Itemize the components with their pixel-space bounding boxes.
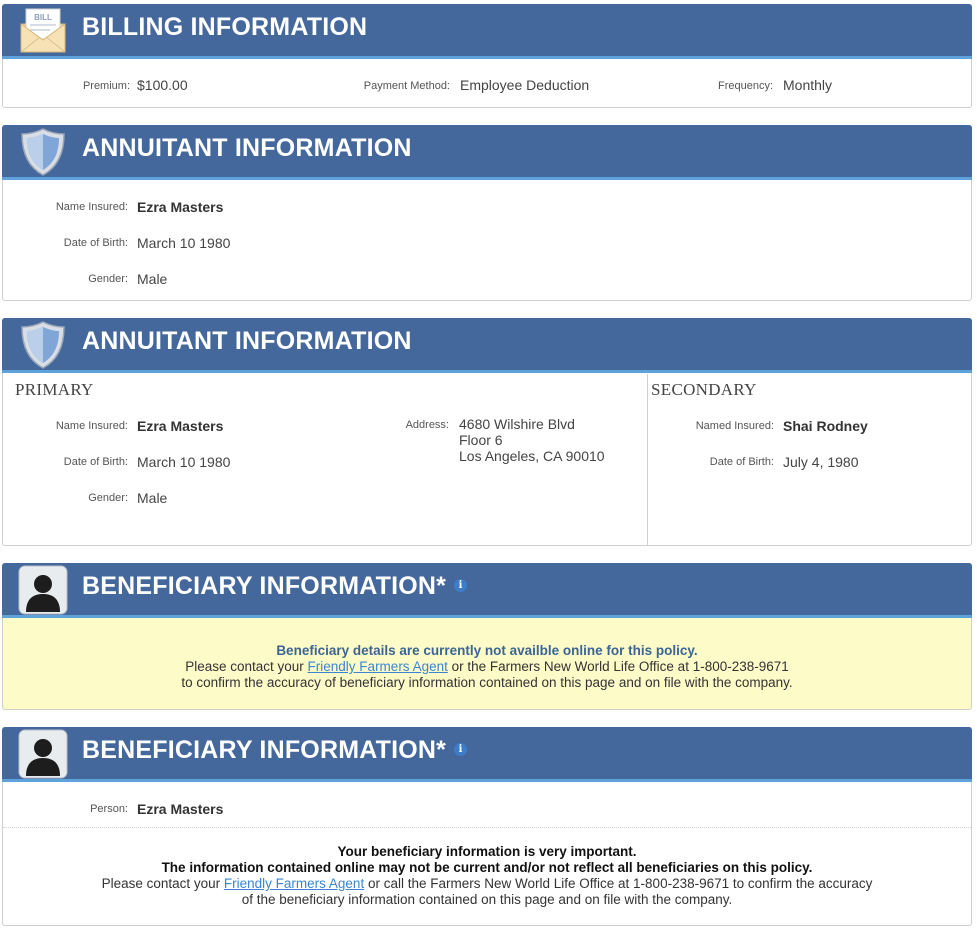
name-insured-label: Name Insured: bbox=[55, 201, 128, 213]
annuitant-header-2 bbox=[2, 318, 972, 373]
primary-name-value: Ezra Masters bbox=[137, 418, 224, 434]
person-silhouette-icon bbox=[18, 729, 68, 779]
info-icon[interactable]: i bbox=[454, 743, 467, 756]
frequency-value: Monthly bbox=[783, 77, 833, 93]
beneficiary-title-1 bbox=[82, 572, 467, 601]
secondary-name-label: Named Insured: bbox=[695, 420, 774, 432]
annuitant-title-1: ANNUITANT INFORMATION bbox=[82, 134, 412, 162]
address-line-1: 4680 Wilshire Blvd bbox=[459, 416, 575, 432]
billing-panel bbox=[2, 4, 972, 108]
payment-method-value: Employee Deduction bbox=[460, 77, 590, 93]
person-label: Person: bbox=[90, 803, 128, 815]
premium-label: Premium: bbox=[82, 80, 130, 92]
address-line-2: Floor 6 bbox=[459, 432, 503, 448]
name-insured-value: Ezra Masters bbox=[137, 199, 224, 215]
annuitant-panel-1 bbox=[2, 125, 972, 301]
person-value: Ezra Masters bbox=[137, 801, 224, 817]
annuitant-panel-2 bbox=[2, 318, 972, 546]
billing-title: BILLING INFORMATION bbox=[82, 13, 368, 41]
primary-heading: PRIMARY bbox=[15, 380, 94, 399]
secondary-dob-label: Date of Birth: bbox=[709, 456, 774, 468]
frequency-label: Frequency: bbox=[717, 80, 773, 92]
beneficiary-title-text-1: BENEFICIARY INFORMATION* bbox=[82, 572, 447, 600]
beneficiary2-bold-line1: Your beneficiary information is very important. bbox=[337, 844, 637, 859]
primary-dob-label: Date of Birth: bbox=[63, 456, 128, 468]
person-silhouette-icon bbox=[18, 565, 68, 615]
beneficiary-header-2 bbox=[2, 727, 972, 782]
notice-line2-post: or the Farmers New World Life Office at 1-800-238-9671 bbox=[447, 659, 789, 674]
beneficiary-header-1 bbox=[2, 563, 972, 618]
premium-value: $100.00 bbox=[137, 77, 188, 93]
secondary-dob-value: July 4, 1980 bbox=[783, 454, 859, 470]
beneficiary2-bold-line2: The information contained online may not be current and/or not reflect all beneficiaries on this policy. bbox=[161, 860, 813, 875]
column-divider bbox=[647, 374, 648, 546]
gender-value: Male bbox=[137, 271, 168, 287]
friendly-farmers-agent-link[interactable]: Friendly Farmers Agent bbox=[223, 876, 365, 891]
address-label: Address: bbox=[405, 419, 449, 431]
beneficiary-notice-line2 bbox=[3, 659, 971, 675]
dob-label: Date of Birth: bbox=[63, 237, 128, 249]
payment-method-label: Payment Method: bbox=[363, 80, 450, 92]
primary-gender-value: Male bbox=[137, 490, 168, 506]
shield-icon bbox=[18, 127, 68, 177]
billing-header bbox=[2, 4, 972, 59]
info-icon[interactable]: i bbox=[454, 579, 467, 592]
notice-line2-pre: Please contact your bbox=[185, 659, 308, 674]
primary-name-label: Name Insured: bbox=[55, 420, 128, 432]
svg-text:BILL: BILL bbox=[34, 13, 52, 22]
annuitant-title-2: ANNUITANT INFORMATION bbox=[82, 327, 412, 355]
beneficiary2-line3 bbox=[3, 876, 971, 892]
line3-pre: Please contact your bbox=[101, 876, 224, 891]
beneficiary-notice-heading: Beneficiary details are currently not availble online for this policy. bbox=[276, 643, 698, 658]
beneficiary-title-2 bbox=[82, 736, 467, 765]
secondary-name-value: Shai Rodney bbox=[783, 418, 868, 434]
line3-post: or call the Farmers New World Life Office at 1-800-238-9671 to confirm the accuracy bbox=[364, 876, 873, 891]
friendly-farmers-agent-link[interactable]: Friendly Farmers Agent bbox=[307, 659, 448, 674]
beneficiary-notice-line3: to confirm the accuracy of beneficiary information contained on this page and on file with the company. bbox=[181, 675, 793, 690]
gender-label: Gender: bbox=[88, 273, 128, 285]
primary-dob-value: March 10 1980 bbox=[137, 454, 231, 470]
secondary-heading: SECONDARY bbox=[651, 380, 757, 399]
dotted-divider bbox=[3, 827, 971, 828]
bill-envelope-icon bbox=[18, 6, 68, 56]
beneficiary2-line4: of the beneficiary information contained on this page and on file with the company. bbox=[241, 892, 733, 907]
annuitant-header-1 bbox=[2, 125, 972, 180]
address-line-3: Los Angeles, CA 90010 bbox=[459, 448, 605, 464]
beneficiary-title-text-2: BENEFICIARY INFORMATION* bbox=[82, 736, 447, 764]
primary-gender-label: Gender: bbox=[88, 492, 128, 504]
beneficiary-panel-2 bbox=[2, 727, 972, 926]
dob-value: March 10 1980 bbox=[137, 235, 231, 251]
beneficiary-panel-1 bbox=[2, 563, 972, 710]
shield-icon bbox=[18, 320, 68, 370]
